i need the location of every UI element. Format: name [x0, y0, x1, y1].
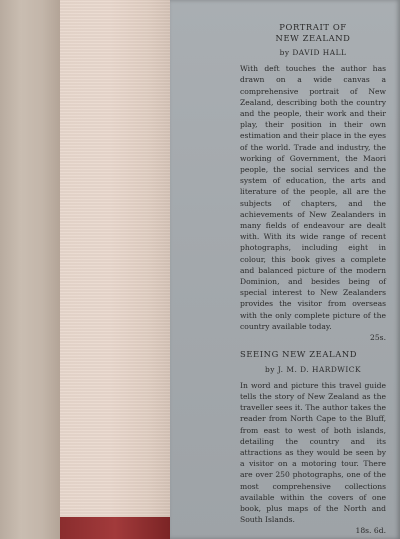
book-blurb-portrait-of-new-zealand [240, 22, 386, 343]
book-author: by J. M. D. HARDWICK [265, 364, 361, 374]
book-description: In word and picture this travel guide tells the story of New Zealand as the traveller sees it. The author takes the reader from North Cape to the Bluff, from east to west of both islands, detailing the country and its attractions as they would be seen by a visitor on a motoring tour. There are over 250 photographs, one of the most comprehensive collections available within the covers of one book, plus maps of the North and South Islands. [240, 380, 386, 525]
book-description: With deft touches the author has drawn on a wide canvas a comprehensive portrait of New Zealand, describing both the country and the people, their work and their play, their position in their own estimation and their place in the eyes of the world. Trade and industry, the working of Government, the Maori people, the social services and the system of education, the arts and literature of the people, all are the subjects of chapters, and the achievements of New Zealanders in many fields of endeavour are dealt with. With its wide range of recent photographs, including eight in colour, this book gives a complete and balanced picture of the modern Dominion, and besides being of special interest to New Zealanders provides the visitor from overseas with the only complete picture of the country available today. [240, 64, 386, 331]
book-author: by DAVID HALL [279, 48, 347, 57]
book-blurb-seeing-new-zealand [240, 349, 386, 537]
book-title: SEEING NEW ZEALAND [240, 349, 358, 359]
book-price: 18s. 6d. [355, 526, 386, 536]
book-title-line-2: NEW ZEALAND [275, 32, 351, 43]
book-title-line-1: PORTRAIT OF [279, 22, 347, 32]
red-cloth-strip [60, 517, 170, 539]
page-edge [0, 0, 60, 539]
book-price: 25s. [370, 333, 386, 343]
cloth-cover-board [60, 0, 170, 539]
